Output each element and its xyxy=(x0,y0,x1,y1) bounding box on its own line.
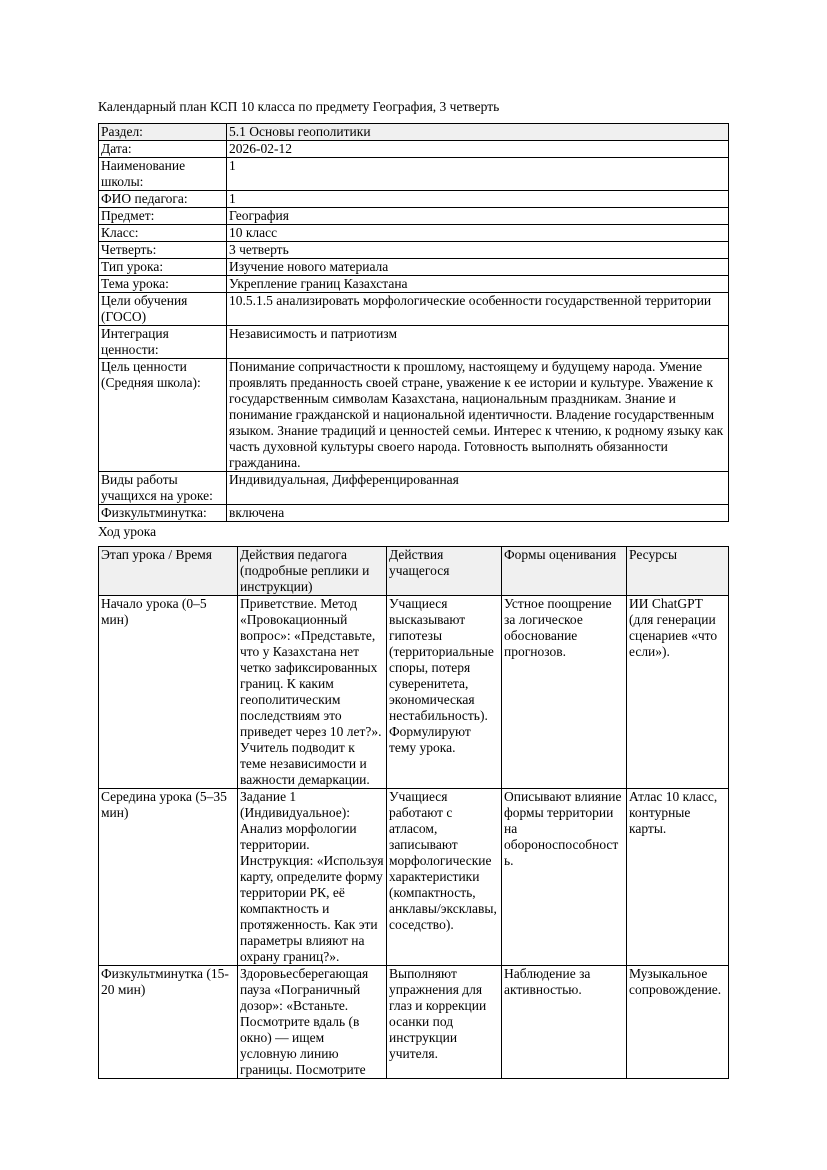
info-row xyxy=(99,124,729,141)
info-label: Раздел: xyxy=(99,124,227,141)
flow-header-row xyxy=(99,547,729,596)
assessment-cell: Наблюдение за активностью. xyxy=(502,966,627,1079)
stage-cell: Физкультминутка (15-20 мин) xyxy=(99,966,238,1079)
info-row xyxy=(99,326,729,359)
info-label: Тема урока: xyxy=(99,276,227,293)
lesson-stage-row xyxy=(99,966,729,1079)
column-header-resources: Ресурсы xyxy=(627,547,729,596)
column-header-stage: Этап урока / Время xyxy=(99,547,238,596)
info-value: включена xyxy=(227,505,729,522)
info-value: 1 xyxy=(227,158,729,191)
student-actions-cell: Выполняют упражнения для глаз и коррекции осанки под инструкции учителя. xyxy=(387,966,502,1079)
info-row xyxy=(99,359,729,472)
resources-cell: Атлас 10 класс, контурные карты. xyxy=(627,789,729,966)
info-value: 10 класс xyxy=(227,225,729,242)
info-value: Независимость и патриотизм xyxy=(227,326,729,359)
info-row xyxy=(99,505,729,522)
info-label: Класс: xyxy=(99,225,227,242)
teacher-actions-cell: Задание 1 (Индивидуальное): Анализ морфологии территории. Инструкция: «Используя карту, определите форму территории РК, её компактность и протяженность. Как эти параметры влияют на охрану границ?». xyxy=(238,789,387,966)
info-value: 3 четверть xyxy=(227,242,729,259)
column-header-student-actions: Действия учащегося xyxy=(387,547,502,596)
info-row xyxy=(99,276,729,293)
info-value: Укрепление границ Казахстана xyxy=(227,276,729,293)
info-label: Виды работы учащихся на уроке: xyxy=(99,472,227,505)
column-header-teacher-actions: Действия педагога (подробные реплики и инструкции) xyxy=(238,547,387,596)
info-row xyxy=(99,141,729,158)
info-label: Цель ценности (Средняя школа): xyxy=(99,359,227,472)
page-title: Календарный план КСП 10 класса по предмету География, 3 четверть xyxy=(98,99,500,114)
teacher-actions-cell xyxy=(238,966,387,1079)
info-value: Понимание сопричастности к прошлому, настоящему и будущему народа. Умение проявлять преданность своей стране, уважение к ее истории и культуре. Уважение к государственным символам Казахстана, национальным праздникам. Знание и понимание гражданской и национальной идентичности. Владение государственным языком. Знание традиций и ценностей семьи. Интерес к чтению, к родному языку как часть духовной культуры своего народа. Готовность выполнять обязанности гражданина. xyxy=(227,359,729,472)
resources-cell: Музыкальное сопровождение. xyxy=(627,966,729,1079)
info-label: Дата: xyxy=(99,141,227,158)
lesson-info-table xyxy=(98,123,729,522)
info-label: Цели обучения (ГОСО) xyxy=(99,293,227,326)
info-row xyxy=(99,259,729,276)
assessment-cell: Устное поощрение за логическое обоснование прогнозов. xyxy=(502,596,627,789)
info-value: Индивидуальная, Дифференцированная xyxy=(227,472,729,505)
info-row xyxy=(99,225,729,242)
resources-cell: ИИ ChatGPT (для генерации сценариев «что если»). xyxy=(627,596,729,789)
info-label: Предмет: xyxy=(99,208,227,225)
info-row xyxy=(99,191,729,208)
info-row xyxy=(99,242,729,259)
lesson-flow-table xyxy=(98,546,729,1079)
info-label: ФИО педагога: xyxy=(99,191,227,208)
info-row xyxy=(99,472,729,505)
info-label: Наименование школы: xyxy=(99,158,227,191)
lesson-stage-row xyxy=(99,789,729,966)
column-header-assessment: Формы оценивания xyxy=(502,547,627,596)
info-row xyxy=(99,158,729,191)
info-value: 2026-02-12 xyxy=(227,141,729,158)
stage-cell: Середина урока (5–35 мин) xyxy=(99,789,238,966)
teacher-actions-cell: Приветствие. Метод «Провокационный вопрос»: «Представьте, что у Казахстана нет четко зафиксированных границ. К каким геополитическим последствиям это приведет через 10 лет?». Учитель подводит к теме независимости и важности демаркации. xyxy=(238,596,387,789)
info-label: Физкультминутка: xyxy=(99,505,227,522)
info-value: 5.1 Основы геополитики xyxy=(227,124,729,141)
info-row xyxy=(99,208,729,225)
lesson-stage-row xyxy=(99,596,729,789)
info-row xyxy=(99,293,729,326)
student-actions-cell: Учащиеся работают с атласом, записывают морфологические характеристики (компактность, анклавы/эксклавы, соседство). xyxy=(387,789,502,966)
stage-cell: Начало урока (0–5 мин) xyxy=(99,596,238,789)
clipped-teacher-text: Здоровьесберегающая пауза «Пограничный дозор»: «Встаньте. Посмотрите вдаль (в окно) — ищем условную линию границы. Посмотрите xyxy=(240,966,369,1077)
info-label: Интеграция ценности: xyxy=(99,326,227,359)
student-actions-cell: Учащиеся высказывают гипотезы (территориальные споры, потеря суверенитета, экономическая нестабильность). Формулируют тему урока. xyxy=(387,596,502,789)
info-value: География xyxy=(227,208,729,225)
info-label: Четверть: xyxy=(99,242,227,259)
section-heading: Ход урока xyxy=(98,524,157,539)
assessment-cell: Описывают влияние формы территории на обороноспособность. xyxy=(502,789,627,966)
info-value: 10.5.1.5 анализировать морфологические особенности государственной территории xyxy=(227,293,729,326)
info-value: 1 xyxy=(227,191,729,208)
info-label: Тип урока: xyxy=(99,259,227,276)
info-value: Изучение нового материала xyxy=(227,259,729,276)
document-content xyxy=(98,99,728,1079)
